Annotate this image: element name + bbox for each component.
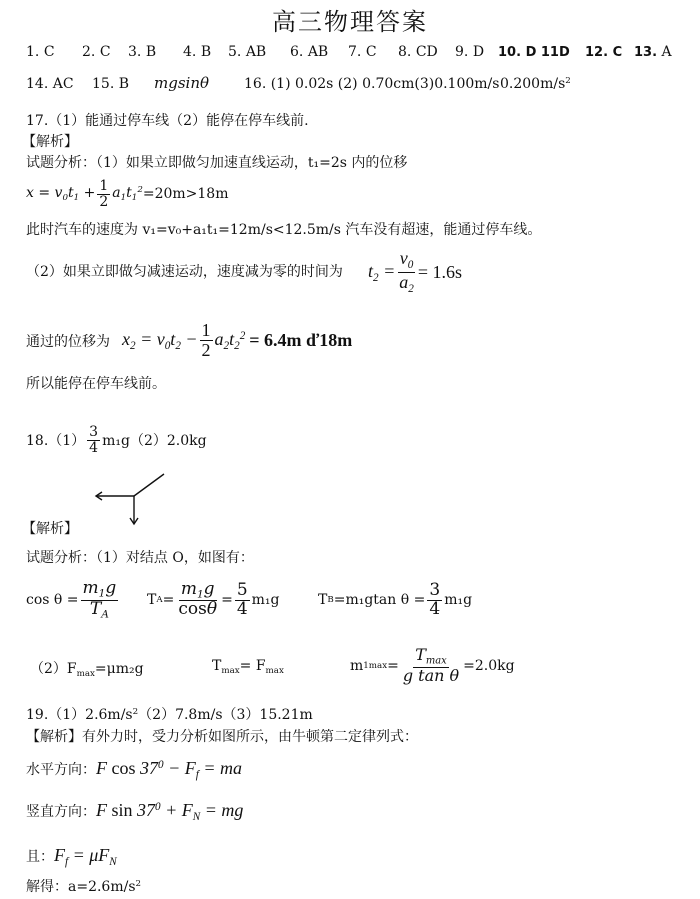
- mc-answer-4: [183, 44, 211, 60]
- mc-answer-7: [348, 44, 377, 60]
- q19-answer: [26, 704, 313, 724]
- q17-part2: （2）如果立即做匀减速运动，速度减为零的时间为: [26, 264, 343, 280]
- q16-last-sup: 2: [565, 76, 571, 87]
- mc-answer-1: [26, 44, 55, 60]
- frac-num: $T_{max}$: [415, 645, 447, 667]
- frac-num: 5: [236, 579, 248, 600]
- mc-ans: AB: [307, 44, 329, 60]
- vertical-label: 竖直方向：: [26, 804, 96, 821]
- eq1-term: $a_1t_1^2$: [112, 184, 143, 204]
- disp-value: = 6.4m ď18m: [249, 329, 353, 350]
- frac-den: $T_A$: [89, 598, 109, 621]
- tmax-rest-sub: max: [265, 666, 284, 677]
- q17-equation-1: [26, 176, 228, 212]
- q19-friction-equation: [26, 845, 117, 868]
- horizontal-eq: F $\cos 37^0 - F_f$ = ma: [96, 758, 242, 781]
- m1max-label: m: [350, 658, 364, 674]
- fmax-label: （2）F: [30, 661, 77, 677]
- tb-m1g: m₁g: [444, 592, 473, 608]
- mc-ans: D 11D: [525, 45, 570, 60]
- frac-num: $m_1g$: [82, 577, 117, 600]
- q19-solution: [26, 876, 141, 896]
- tmax-rest: = F: [239, 658, 266, 674]
- eq1-half-fraction: [97, 179, 110, 209]
- mc-answer-8: [398, 44, 438, 60]
- frac-num: 3: [89, 423, 99, 440]
- ta-sub: A: [156, 595, 163, 605]
- q15-answer: 15. B: [92, 76, 130, 92]
- q19-part1: 19.（1）2.6m/s: [26, 707, 133, 723]
- mc-num: 4.: [183, 44, 197, 60]
- q17-answer: 17.（1）能通过停车线（2）能停在停车线前.: [26, 113, 309, 129]
- q18-tb-equation: [318, 578, 472, 622]
- mc-ans: B: [200, 44, 212, 60]
- frac-num: $v_0$: [399, 247, 414, 271]
- q18-part2-f: [30, 658, 144, 679]
- frac-den: $a_2$: [399, 271, 414, 295]
- cos-fraction: [81, 577, 119, 621]
- q17-analysis-label: 【解析】: [22, 134, 78, 150]
- ta-fraction-2: [235, 579, 250, 619]
- q18-ta-equation: [147, 578, 280, 622]
- ta-label: T: [147, 592, 157, 608]
- q16-last-value: 0.200m/s: [500, 76, 566, 92]
- disp-half-fraction: [200, 321, 213, 360]
- and-label: 且：: [26, 849, 54, 866]
- mc-answer-9: [455, 44, 484, 60]
- frac-den: 4: [89, 439, 99, 456]
- mc-num: 10.: [498, 45, 522, 60]
- t2-value: = 1.6s: [417, 261, 462, 282]
- mc-answer-5: [228, 44, 266, 60]
- disp-lhs: $x_2 = v_0t_2$ −: [122, 328, 198, 352]
- q17-conclusion: 所以能停在停车线前。: [26, 376, 166, 392]
- q16-answer: 16. (1) 0.02s (2) 0.70cm(3)0.100m/s: [244, 76, 500, 92]
- q18-fraction: [87, 425, 100, 455]
- q16-last-answer: [500, 76, 571, 92]
- vertical-eq: F $\sin 37^0 + F_N$ = mg: [96, 800, 244, 823]
- mc-answer-row: [0, 44, 700, 64]
- mc-ans: B: [145, 44, 157, 60]
- q18-tmax: [212, 658, 284, 676]
- ta-m1g: m₁g: [251, 592, 280, 608]
- q15-expression: mgsinθ: [154, 74, 210, 92]
- equals: =: [162, 592, 175, 608]
- mc-num: 1.: [26, 44, 40, 60]
- fmax-rest: =μm₂g: [94, 661, 144, 677]
- frac-num: $m_1g$: [180, 578, 215, 601]
- mc-num: 12.: [585, 45, 609, 60]
- mc-num: 2.: [82, 44, 96, 60]
- q14-answer: 14. AC: [26, 76, 74, 92]
- mc-num: 13.: [634, 45, 658, 60]
- tmax-sub: max: [221, 666, 240, 677]
- m1max-fraction: [401, 647, 461, 685]
- q17-speed-line: 此时汽车的速度为 v₁=v₀+a₁t₁=12m/s<12.5m/s 汽车没有超速，能通过停车线。: [26, 222, 542, 238]
- m1max-rest: =: [387, 658, 399, 674]
- mc-ans: C: [612, 45, 623, 60]
- solve-label: 解得：a=2.6m/s: [26, 879, 136, 895]
- equals: =: [221, 592, 233, 608]
- tb-sub: B: [327, 595, 334, 605]
- q18-analysis-label: 【解析】: [22, 521, 78, 537]
- frac-num: 3: [429, 579, 441, 600]
- q17-disp-equation: [122, 316, 352, 364]
- mc-ans: C: [99, 44, 111, 60]
- tb-fraction: [427, 579, 442, 619]
- m1max-sub: 1max: [363, 661, 388, 671]
- q17-disp-prefix: 通过的位移为: [26, 334, 110, 350]
- page-title: 高三物理答案: [272, 8, 428, 36]
- q17-t2-equation: [368, 248, 462, 296]
- mc-answer-10: [498, 45, 570, 60]
- frac-den: 2: [99, 193, 109, 210]
- q18-rest: m₁g（2）2.0kg: [102, 433, 207, 449]
- mc-num: 5.: [228, 44, 242, 60]
- force-diagram: [90, 470, 170, 530]
- mc-ans: A: [661, 44, 672, 60]
- q19-analysis: 【解析】有外力时，受力分析如图所示，由牛顿第二定律列式：: [26, 729, 418, 745]
- mc-num: 7.: [348, 44, 362, 60]
- friction-eq: $F_f = \mu F_N$: [54, 845, 117, 868]
- frac-den: 4: [236, 598, 248, 619]
- q18-intro: 试题分析：（1）对结点 O，如图有：: [26, 550, 254, 566]
- tb-rest: =m₁gtan θ =: [333, 592, 426, 608]
- mc-num: 3.: [128, 44, 142, 60]
- frac-den: g tan θ: [402, 666, 460, 686]
- mc-answer-6: [290, 44, 328, 60]
- horizontal-label: 水平方向：: [26, 762, 96, 779]
- q18-cos-equation: [26, 578, 120, 622]
- mc-ans: AB: [245, 44, 267, 60]
- tmax-label: T: [212, 658, 222, 674]
- frac-den: cosθ: [178, 599, 218, 620]
- q17-intro: 试题分析：（1）如果立即做匀加速直线运动，t₁=2s 内的位移: [26, 155, 408, 171]
- q19-vertical-equation: [26, 800, 243, 823]
- mc-ans: D: [472, 44, 485, 60]
- q19-rest: （2）7.8m/s（3）15.21m: [138, 707, 313, 723]
- t2-symbol: $t_2$ =: [368, 260, 396, 284]
- q18-m1max: [350, 644, 515, 688]
- q19-sup: 2: [132, 707, 139, 718]
- eq1-lhs: $x = v_0t_1$ +: [26, 184, 96, 204]
- mc-num: 8.: [398, 44, 412, 60]
- mc-answer-12: [585, 45, 622, 60]
- mc-num: 9.: [455, 44, 469, 60]
- mc-ans: C: [43, 44, 55, 60]
- disp-term: $a_2t_2^2$: [214, 328, 246, 352]
- mc-ans: CD: [415, 44, 438, 60]
- mc-num: 6.: [290, 44, 304, 60]
- t2-fraction: [397, 249, 416, 295]
- frac-den: 4: [429, 598, 441, 619]
- q18-prefix: 18.（1）: [26, 433, 86, 449]
- frac-den: 2: [201, 339, 211, 360]
- q18-answer: [26, 422, 207, 458]
- frac-num: 1: [99, 177, 109, 194]
- force-diagonal-line: [134, 474, 164, 496]
- cos-label: cos θ =: [26, 592, 79, 608]
- ta-fraction: [176, 578, 219, 620]
- mc-ans: C: [365, 44, 377, 60]
- q19-horizontal-equation: [26, 758, 242, 781]
- m1max-result: =2.0kg: [463, 658, 515, 674]
- mc-answer-2: [82, 44, 111, 60]
- eq1-result: =20m>18m: [142, 186, 229, 202]
- frac-num: 1: [201, 319, 211, 340]
- solve-sup: 2: [135, 879, 142, 890]
- mc-answer-3: [128, 44, 156, 60]
- fmax-sub: max: [76, 669, 95, 680]
- tb-label: T: [318, 592, 328, 608]
- mc-answer-13: [634, 44, 672, 60]
